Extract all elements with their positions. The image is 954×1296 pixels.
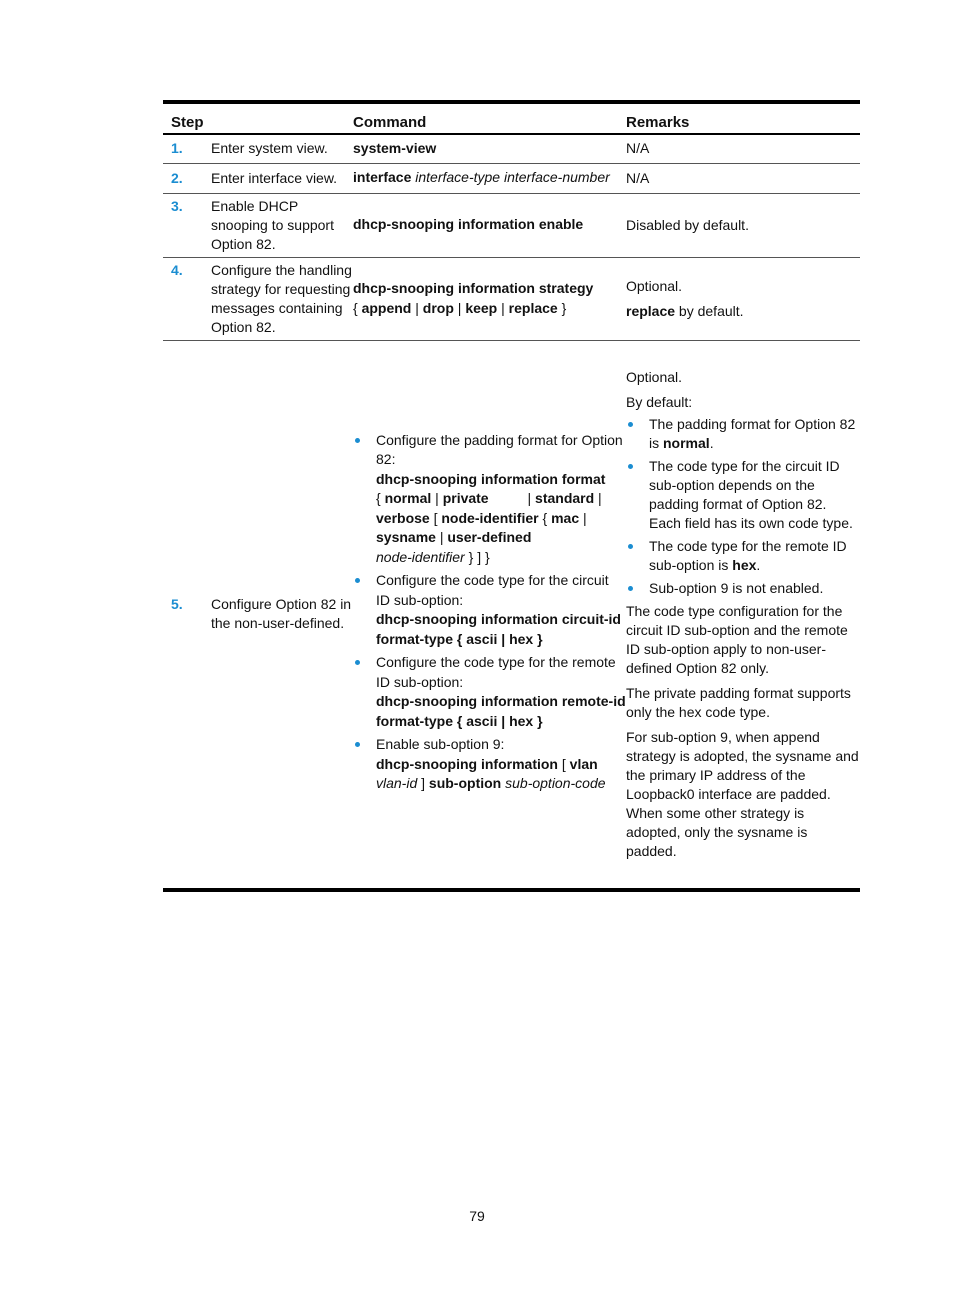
syntax-sep: | [497,299,509,316]
keyword-sysname: sysname [376,529,436,546]
list-item [353,735,626,794]
syntax-brace: } [557,299,567,316]
keyword-normal: normal [384,490,432,507]
bullet-text: Configure the code type for the remote ID sub-option: [376,654,616,690]
remarks-list [626,415,860,598]
keyword-sub-option: sub-option [428,775,502,792]
syntax-brace: { [376,490,385,507]
header-step: Step [171,114,204,131]
command-keyword: dhcp-snooping information circuit-id format-type { ascii | hex } [376,611,621,647]
argument-sub-option-code: sub-option-code [505,775,606,792]
step-number: 3. [171,197,183,214]
step-number: 1. [171,140,183,157]
remarks-rest: by default. [675,302,744,319]
remarks-text: Optional. [626,368,683,385]
argument-vlan-id: vlan-id [376,775,418,792]
list-item [353,653,626,731]
keyword-user-defined: user-defined [447,529,532,546]
keyword-append: append [361,299,412,316]
keyword-hex: hex [732,556,757,573]
list-item [353,431,626,568]
keyword-verbose: verbose [376,509,430,526]
syntax-close: } ] } [464,548,490,565]
step-label: Enter system view. [211,140,328,157]
step-number: 4. [171,261,183,278]
table-row [163,193,860,257]
step-number: 5. [171,596,183,613]
header-remarks: Remarks [626,114,690,131]
command-keyword: dhcp-snooping information format [376,470,606,487]
bullet-text: . [756,556,761,573]
command-keyword: dhcp-snooping information [376,755,558,772]
remarks-text: The code type configuration for the circuit ID sub-option and the remote ID sub-option apply to non-user-defined Option 82 only. [626,602,848,676]
step-label: Enter interface view. [211,169,338,186]
syntax-bracket: ] [417,775,429,792]
argument-node-identifier: node-identifier [376,548,465,565]
table-row [163,257,860,340]
keyword-drop: drop [422,299,454,316]
step-number: 2. [171,169,183,186]
keyword-mac: mac [551,509,580,526]
syntax-sep: | [453,299,466,316]
remarks-text: Disabled by default. [626,216,749,233]
list-item: The code type for the circuit ID sub-option depends on the padding format of Option 82. Each field has its own code type. [626,457,860,533]
syntax-sep: | [411,299,423,316]
bullet-text: Enable sub-option 9: [376,736,505,753]
keyword-replace: replace [508,299,558,316]
bullet-text: Configure the padding format for Option 82: [376,431,623,468]
keyword-private: private [442,490,489,507]
command-keyword: dhcp-snooping information strategy [353,280,594,296]
remarks-text: The private padding format supports only the hex code type. [626,684,851,720]
command-table [163,100,860,892]
command-text: system-view [353,140,437,156]
bullet-text: The padding format for Option 82 is [649,415,856,451]
syntax-brace: { [353,299,362,316]
table-row [163,340,860,890]
step-label: Enable DHCP snooping to support Option 82. [211,197,334,252]
syntax-bracket: [ [557,755,570,772]
keyword-standard: standard [535,490,595,507]
syntax-sep: | [435,529,448,546]
syntax-bracket: [ [429,509,442,526]
bullet-text: . [709,434,714,451]
keyword-vlan: vlan [569,755,598,772]
command-keyword: interface [353,169,412,186]
syntax-sep: | [579,509,587,526]
list-item [626,537,860,575]
step-label: Configure Option 82 in the non-user-defined. [211,596,352,632]
table-header-row [163,102,860,134]
remarks-text [626,302,860,321]
command-keyword: dhcp-snooping information remote-id format-type { ascii | hex } [376,693,626,729]
bullet-text: Configure the code type for the circuit ID sub-option: [376,572,609,608]
syntax-sep: | [431,490,443,507]
command-list [353,431,626,794]
list-item: Sub-option 9 is not enabled. [626,579,860,598]
command-text: dhcp-snooping information enable [353,216,584,233]
header-command: Command [353,114,427,131]
remarks-text: By default: [626,393,693,410]
syntax-sep: | [488,490,536,507]
syntax-brace: { [538,509,552,526]
keyword-keep: keep [465,299,498,316]
remarks-text: N/A [626,140,650,157]
remarks-text: For sub-option 9, when append strategy is adopted, the sysname and the primary IP address of the Loopback0 interface are padded. When some other strategy is adopted, only the sysname is padded. [626,728,859,859]
command-text [353,257,626,340]
keyword-normal: normal [663,434,710,451]
page-number: 79 [469,1208,485,1224]
bullet-text: The code type for the remote ID sub-option is [649,537,847,573]
table-row [163,163,860,193]
keyword-node-identifier: node-identifier [441,509,539,526]
list-item [353,571,626,649]
step-label: Configure the handling strategy for requesting messages containing Option 82. [211,261,352,335]
remarks-text: N/A [626,169,650,186]
keyword-replace: replace [626,302,676,319]
table-row [163,134,860,163]
command-argument: interface-type interface-number [415,169,610,186]
syntax-sep: | [594,490,602,507]
list-item [626,415,860,453]
remarks-text: Optional. [626,277,683,294]
